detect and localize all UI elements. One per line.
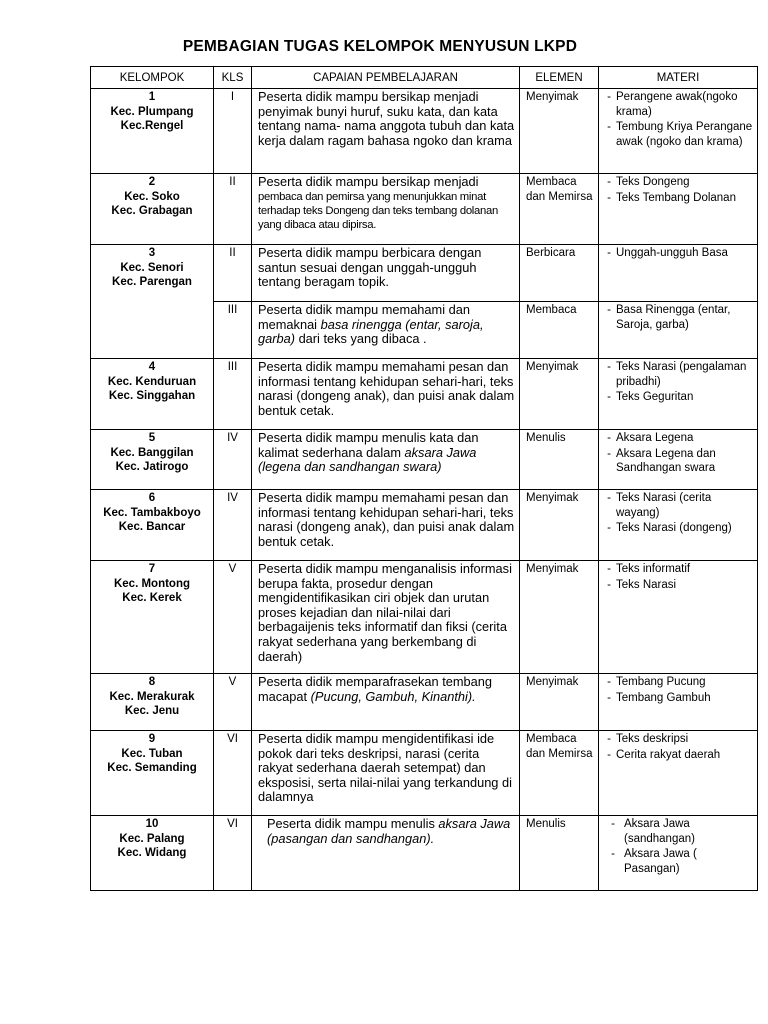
materi-cell xyxy=(599,731,758,816)
table-row xyxy=(91,674,758,731)
list-item: - Teks Narasi (cerita wayang) xyxy=(607,492,712,519)
class-cell: VI xyxy=(214,731,252,816)
group-cell xyxy=(91,359,214,430)
materi-cell xyxy=(599,245,758,302)
class-cell: V xyxy=(214,561,252,674)
elemen-cell: Menulis xyxy=(520,430,599,490)
group-kec: Kec. Kenduruan xyxy=(107,375,197,388)
group-cell xyxy=(91,816,214,891)
group-kec: Kec. Tambakboyo xyxy=(103,506,201,519)
elemen-cell: Menulis xyxy=(520,816,599,891)
group-cell xyxy=(91,674,214,731)
class-cell: II xyxy=(214,245,252,302)
group-number: 9 xyxy=(148,733,156,745)
list-item: - Unggah-ungguh Basa xyxy=(607,247,728,259)
capaian-cell: Peserta didik mampu menganalisis informasi berupa fakta, prosedur dengan mengidentifikasikan ciri objek dan urutan proses kejadian dan nilai-nilai dari berbagaijenis teks informatif dan fiksi (cerita rakyat sederhana yang berkembang di daerah) xyxy=(252,561,520,674)
capaian-cell: Peserta didik mampu memahami pesan dan informasi tentang kehidupan sehari-hari, teks narasi (dongeng anak), dan puisi anak dalam bentuk cetak. xyxy=(252,359,520,430)
group-kec: Kec.Rengel xyxy=(120,120,184,132)
capaian-cell: Peserta didik memparafrasekan tembang macapat (Pucung, Gambuh, Kinanthi). xyxy=(252,674,520,731)
group-number: 4 xyxy=(148,361,156,373)
table-row xyxy=(91,359,758,430)
group-kec: Kec. Soko xyxy=(124,190,180,203)
materi-cell xyxy=(599,302,758,359)
class-cell: V xyxy=(214,674,252,731)
materi-cell xyxy=(599,561,758,674)
table-row xyxy=(91,89,758,174)
capaian-cell: Peserta didik mampu memahami pesan dan informasi tentang kehidupan sehari-hari, teks narasi (dongeng anak), dan puisi anak dalam bentuk cetak. xyxy=(252,490,520,561)
list-item: - Perangene awak(ngoko krama) xyxy=(607,91,738,118)
group-number: 1 xyxy=(148,91,156,103)
elemen-cell: Menyimak xyxy=(520,561,599,674)
table-row xyxy=(91,174,758,245)
elemen-cell: Menyimak xyxy=(520,89,599,174)
list-item: - Teks Dongeng xyxy=(607,176,690,188)
table-row xyxy=(91,245,758,302)
group-number: 3 xyxy=(148,247,156,259)
capaian-cell: Peserta didik mampu mengidentifikasi ide pokok dari teks deskripsi, narasi (cerita rakyat sederhana daerah setempat) dan eksposisi, serta nilai-nilai yang terkandung di dalamnya xyxy=(252,731,520,816)
list-item: - Cerita rakyat daerah xyxy=(607,748,721,761)
materi-cell xyxy=(599,359,758,430)
table-row xyxy=(91,561,758,674)
materi-cell xyxy=(599,674,758,731)
class-cell: III xyxy=(214,302,252,359)
group-kec: Kec. Plumpang xyxy=(110,105,194,118)
group-kec: Kec. Senori xyxy=(120,261,184,274)
list-item: - Tembang Pucung xyxy=(607,676,706,688)
header-elemen: ELEMEN xyxy=(520,67,599,89)
table-row xyxy=(91,731,758,816)
list-item: - Aksara Jawa ( Pasangan) xyxy=(611,848,697,875)
group-cell xyxy=(91,731,214,816)
task-table xyxy=(90,66,758,891)
group-number: 10 xyxy=(145,818,159,830)
capaian-cell: Peserta didik mampu bersikap menjadi pembaca dan pemirsa yang menunjukkan minat terhadap teks Dongeng dan teks tembang dolanan yang dibaca atau dipirsa. xyxy=(252,174,520,245)
list-item: - Teks Narasi xyxy=(607,578,677,591)
list-item: - Aksara Legena dan Sandhangan swara xyxy=(607,447,716,474)
class-cell: II xyxy=(214,174,252,245)
list-item: - Teks Geguritan xyxy=(607,391,694,403)
elemen-cell: Berbicara xyxy=(520,245,599,302)
class-cell: VI xyxy=(214,816,252,891)
group-number: 7 xyxy=(148,563,156,575)
group-number: 6 xyxy=(148,492,156,504)
capaian-cell: Peserta didik mampu menulis kata dan kalimat sederhana dalam aksara Jawa (legena dan sandhangan swara) xyxy=(252,430,520,490)
list-item: - Basa Rinengga (entar, Saroja, garba) xyxy=(607,304,731,331)
group-kec: Kec. Jenu xyxy=(124,705,180,717)
group-cell xyxy=(91,561,214,674)
group-number: 5 xyxy=(148,432,156,444)
group-kec: Kec. Widang xyxy=(117,847,187,859)
materi-cell xyxy=(599,490,758,561)
group-cell xyxy=(91,89,214,174)
class-cell: IV xyxy=(214,430,252,490)
capaian-cell: Peserta didik mampu berbicara dengan santun sesuai dengan unggah-ungguh tentang beragam topik. xyxy=(252,245,520,302)
elemen-cell: Menyimak xyxy=(520,490,599,561)
group-kec: Kec. Bancar xyxy=(118,521,186,533)
list-item: - Teks Narasi (dongeng) xyxy=(607,522,732,534)
table-row xyxy=(91,430,758,490)
list-item: - Tembang Gambuh xyxy=(607,691,711,704)
capaian-cell: Peserta didik mampu memahami dan memaknai basa rinengga (entar, saroja, garba) dari teks yang dibaca . xyxy=(252,302,520,359)
elemen-cell: Membaca dan Memirsa xyxy=(520,174,599,245)
materi-cell xyxy=(599,89,758,174)
group-kec: Kec. Grabagan xyxy=(111,205,193,217)
materi-cell xyxy=(599,430,758,490)
elemen-cell: Membaca dan Memirsa xyxy=(520,731,599,816)
list-item: - Aksara Jawa (sandhangan) xyxy=(611,818,695,845)
materi-cell xyxy=(599,174,758,245)
group-kec: Kec. Semanding xyxy=(107,762,197,774)
header-materi: MATERI xyxy=(599,67,758,89)
class-cell: III xyxy=(214,359,252,430)
table-row xyxy=(91,490,758,561)
elemen-cell: Menyimak xyxy=(520,359,599,430)
group-cell xyxy=(91,490,214,561)
list-item: - Teks informatif xyxy=(607,563,691,575)
group-kec: Kec. Montong xyxy=(113,577,191,590)
group-cell xyxy=(91,430,214,490)
group-kec: Kec. Tuban xyxy=(121,747,183,760)
header-capaian: CAPAIAN PEMBELAJARAN xyxy=(252,67,520,89)
group-kec: Kec. Singgahan xyxy=(108,390,196,402)
list-item: - Aksara Legena xyxy=(607,432,694,444)
materi-cell xyxy=(599,816,758,891)
table-row xyxy=(91,816,758,891)
list-item: - Teks Tembang Dolanan xyxy=(607,191,736,204)
group-kec: Kec. Merakurak xyxy=(109,690,195,703)
capaian-cell: Peserta didik mampu menulis aksara Jawa (pasangan dan sandhangan). xyxy=(252,816,520,891)
group-number: 8 xyxy=(148,676,156,688)
group-cell xyxy=(91,174,214,245)
header-kelompok: KELOMPOK xyxy=(91,67,214,89)
group-kec: Kec. Kerek xyxy=(122,592,182,604)
list-item: - Teks Narasi (pengalaman pribadhi) xyxy=(607,361,747,388)
list-item: - Teks deskripsi xyxy=(607,733,689,745)
group-cell xyxy=(91,245,214,359)
group-kec: Kec. Parengan xyxy=(112,276,192,288)
elemen-cell: Membaca xyxy=(520,302,599,359)
group-kec: Kec. Jatirogo xyxy=(115,461,189,473)
header-kls: KLS xyxy=(214,67,252,89)
elemen-cell: Menyimak xyxy=(520,674,599,731)
class-cell: IV xyxy=(214,490,252,561)
page-title: PEMBAGIAN TUGAS KELOMPOK MENYUSUN LKPD xyxy=(182,38,578,55)
class-cell: I xyxy=(214,89,252,174)
group-kec: Kec. Palang xyxy=(119,832,185,845)
header-row xyxy=(91,67,758,89)
group-kec: Kec. Banggilan xyxy=(110,446,194,459)
group-number: 2 xyxy=(148,176,156,188)
capaian-cell: Peserta didik mampu bersikap menjadi penyimak bunyi huruf, suku kata, dan kata tentang nama- nama anggota tubuh dan kata kerja dalam ragam bahasa ngoko dan krama xyxy=(252,89,520,174)
list-item: - Tembung Kriya Perangane awak (ngoko dan krama) xyxy=(607,121,753,148)
